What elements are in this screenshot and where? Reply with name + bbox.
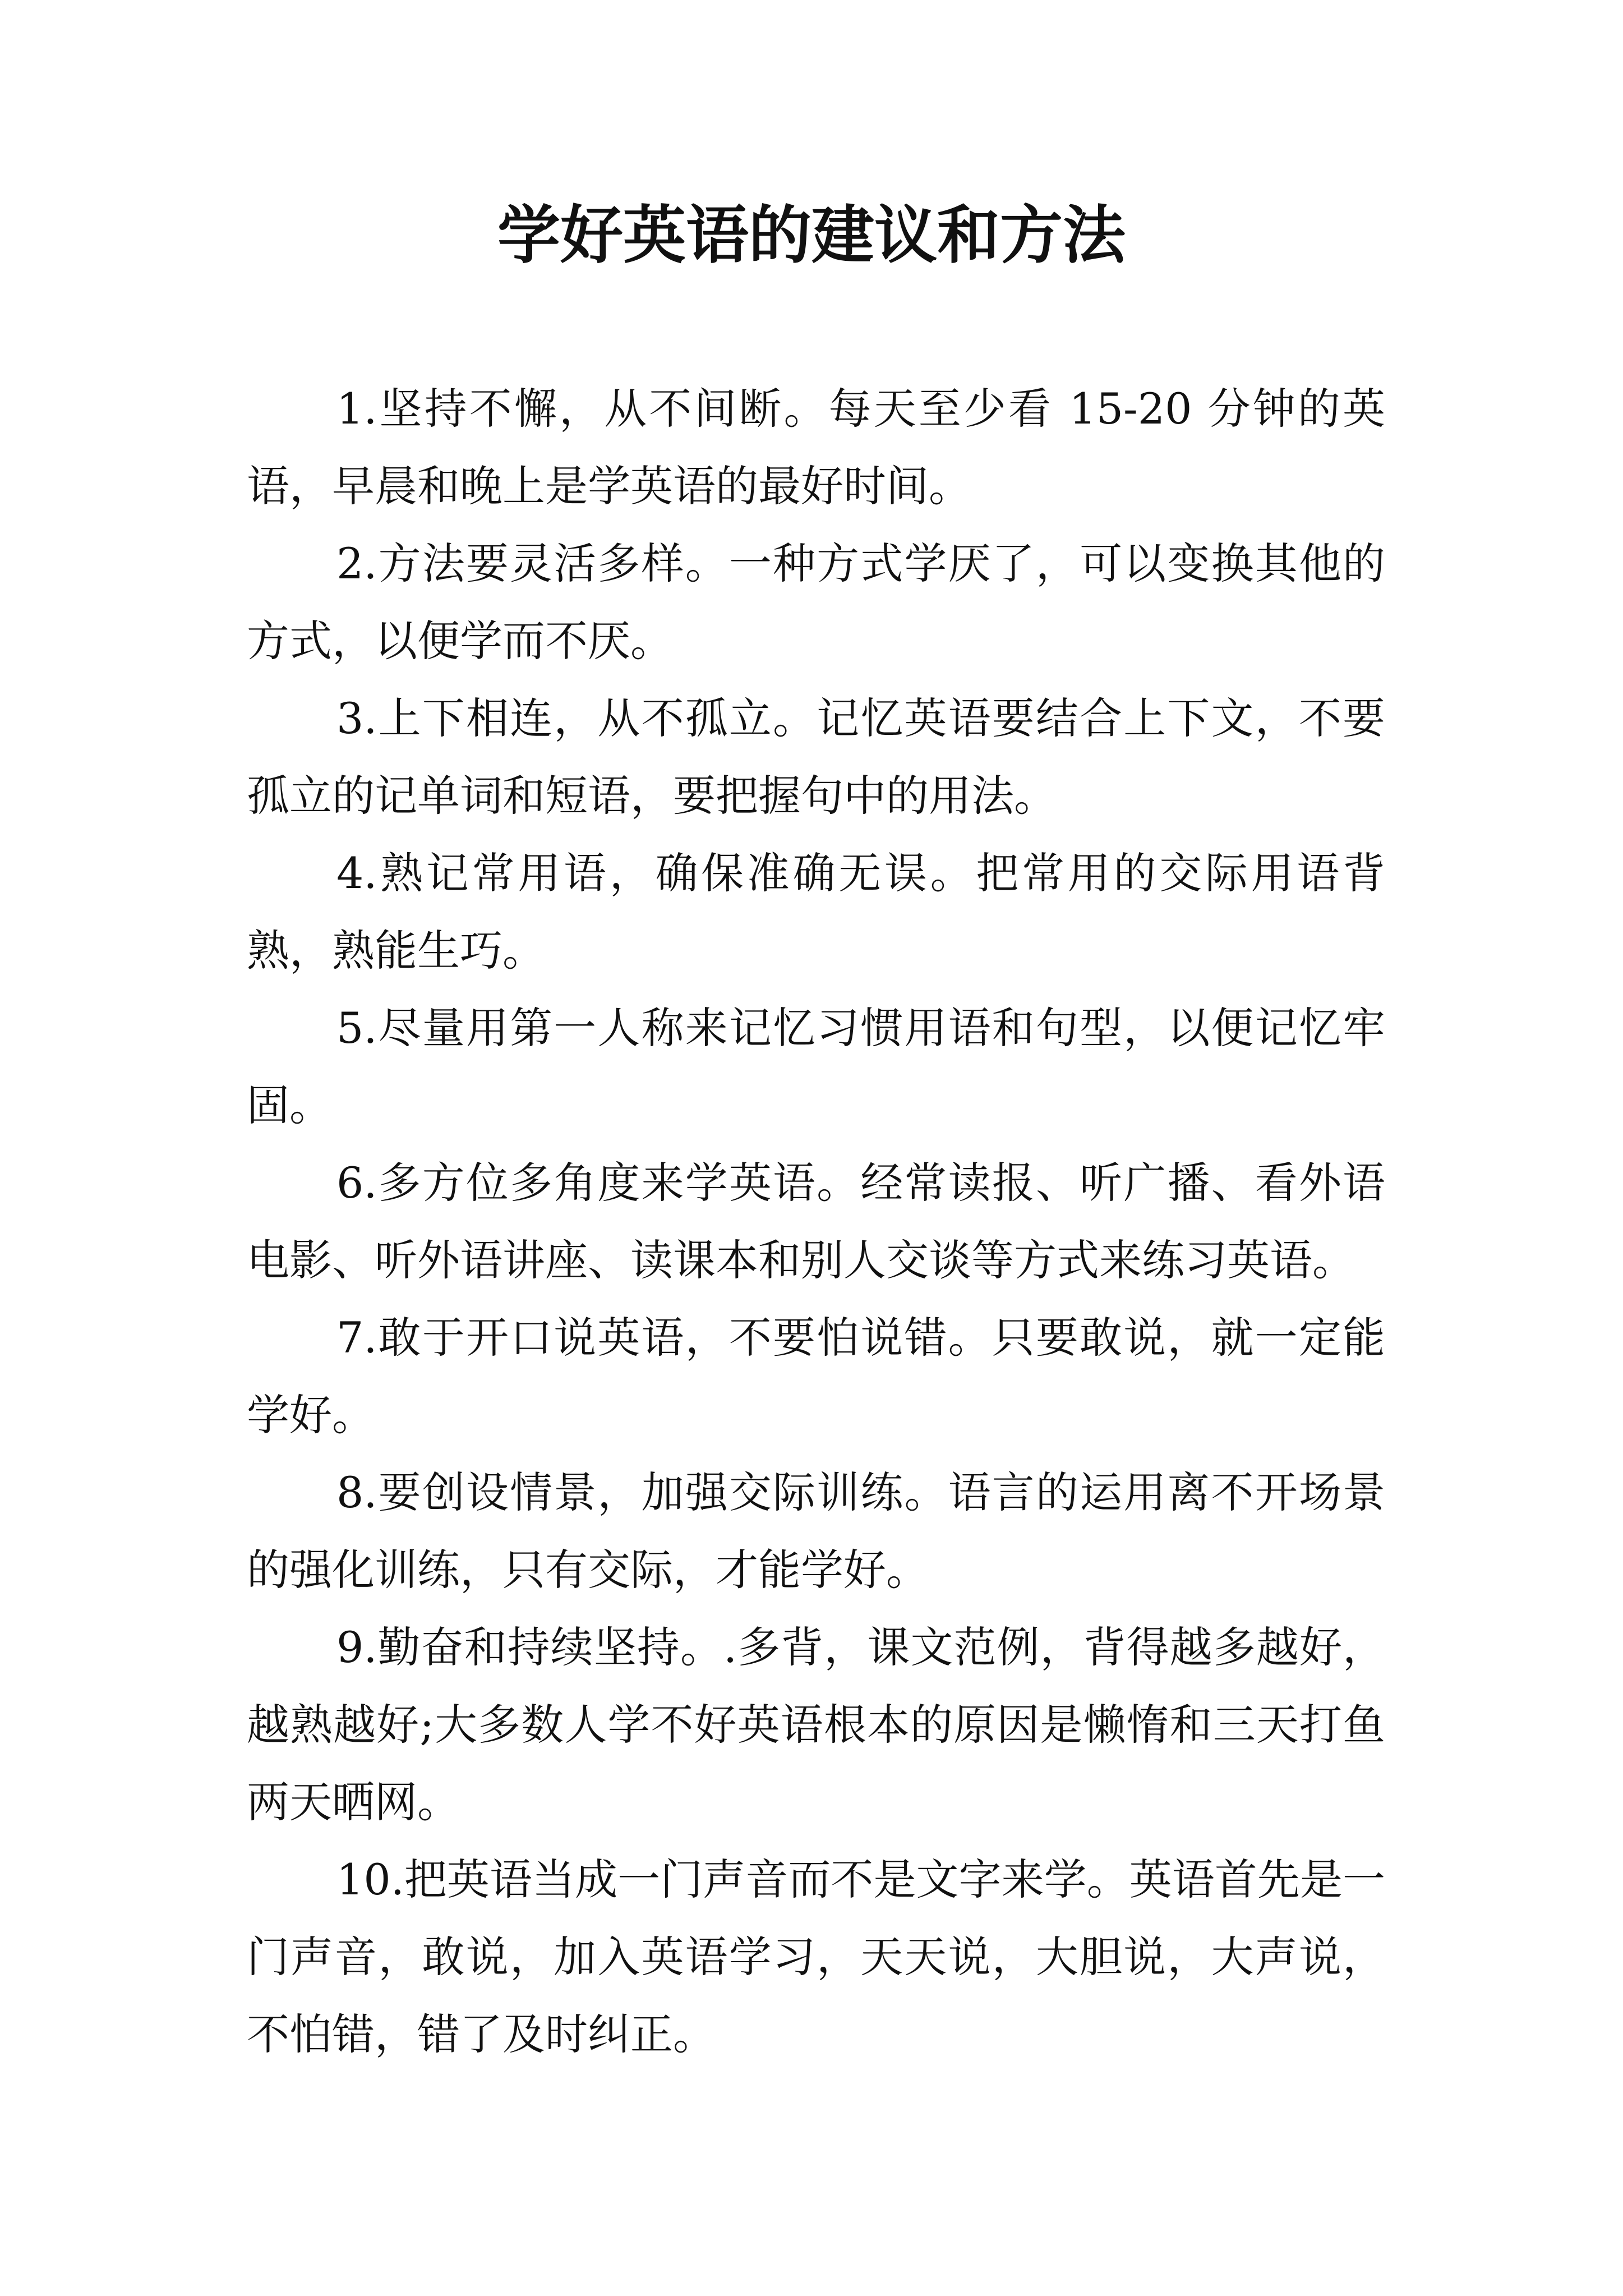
- document-body: [247, 370, 1385, 2073]
- paragraph-2: 2.方法要灵活多样。一种方式学厌了，可以变换其他的方式，以便学而不厌。: [247, 539, 1385, 666]
- paragraph-3: 3.上下相连，从不孤立。记忆英语要结合上下文，不要孤立的记单词和短语，要把握句中的用法。: [247, 693, 1385, 821]
- paragraph-10: 10.把英语当成一门声音而不是文字来学。英语首先是一门声音，敢说，加入英语学习，天天说，大胆说，大声说，不怕错，错了及时纠正。: [247, 1855, 1385, 2059]
- paragraph-4: 4.熟记常用语，确保准确无误。把常用的交际用语背熟，熟能生巧。: [247, 848, 1385, 976]
- document-title: 学好英语的建议和方法: [497, 199, 1126, 272]
- paragraph-9: 9.勤奋和持续坚持。.多背，课文范例，背得越多越好，越熟越好;大多数人学不好英语根本的原因是懒惰和三天打鱼两天晒网。: [247, 1622, 1385, 1827]
- paragraph-7: 7.敢于开口说英语，不要怕说错。只要敢说，就一定能学好。: [247, 1313, 1385, 1440]
- paragraph-8: 8.要创设情景，加强交际训练。语言的运用离不开场景的强化训练，只有交际，才能学好。: [247, 1467, 1385, 1595]
- paragraph-5: 5.尽量用第一人称来记忆习惯用语和句型，以便记忆牢固。: [247, 1003, 1385, 1130]
- paragraph-1: 1.坚持不懈，从不间断。每天至少看 15-20 分钟的英语，早晨和晚上是学英语的最好时间。: [247, 384, 1385, 511]
- paragraph-6: 6.多方位多角度来学英语。经常读报、听广播、看外语电影、听外语讲座、读课本和别人交谈等方式来练习英语。: [247, 1158, 1385, 1285]
